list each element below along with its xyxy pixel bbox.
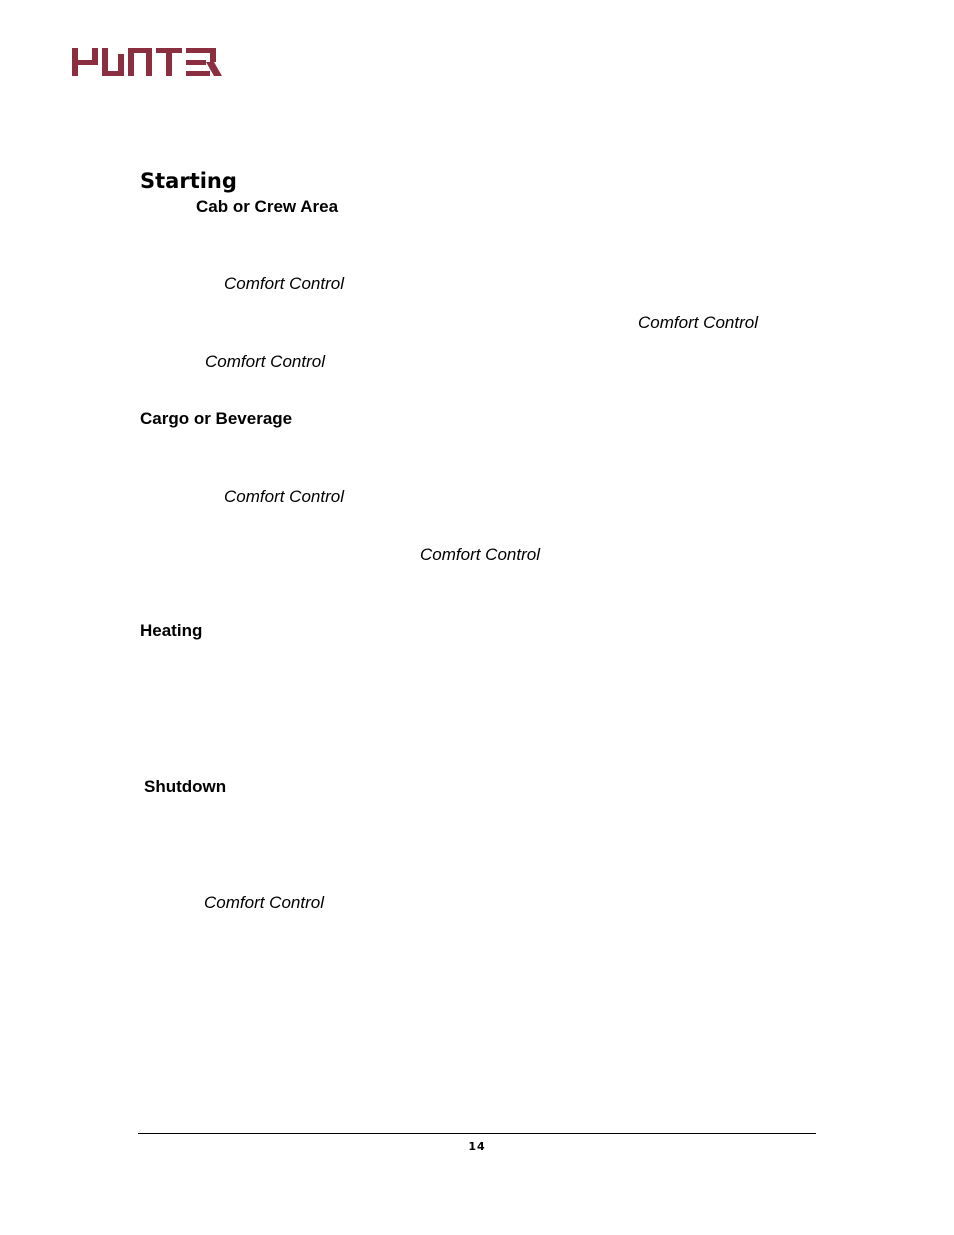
cab-ref-1: Comfort Control — [224, 274, 344, 293]
cargo-ref-2: Comfort Control — [420, 545, 540, 564]
cargo-ref-1: Comfort Control — [224, 487, 344, 506]
page-title: Starting — [140, 169, 237, 193]
page-number: 14 — [468, 1140, 486, 1153]
shutdown-heading: Shutdown — [144, 777, 227, 796]
heating-heading: Heating — [140, 621, 203, 640]
hunter-logo — [70, 44, 224, 78]
shutdown-ref-1: Comfort Control — [204, 893, 324, 912]
cargo-heading: Cargo or Beverage — [140, 409, 293, 428]
cab-ref-2: Comfort Control — [638, 313, 758, 332]
cab-ref-3: Comfort Control — [205, 352, 325, 371]
cab-heading: Cab or Crew Area — [196, 197, 339, 216]
footer-rule — [138, 1133, 816, 1134]
